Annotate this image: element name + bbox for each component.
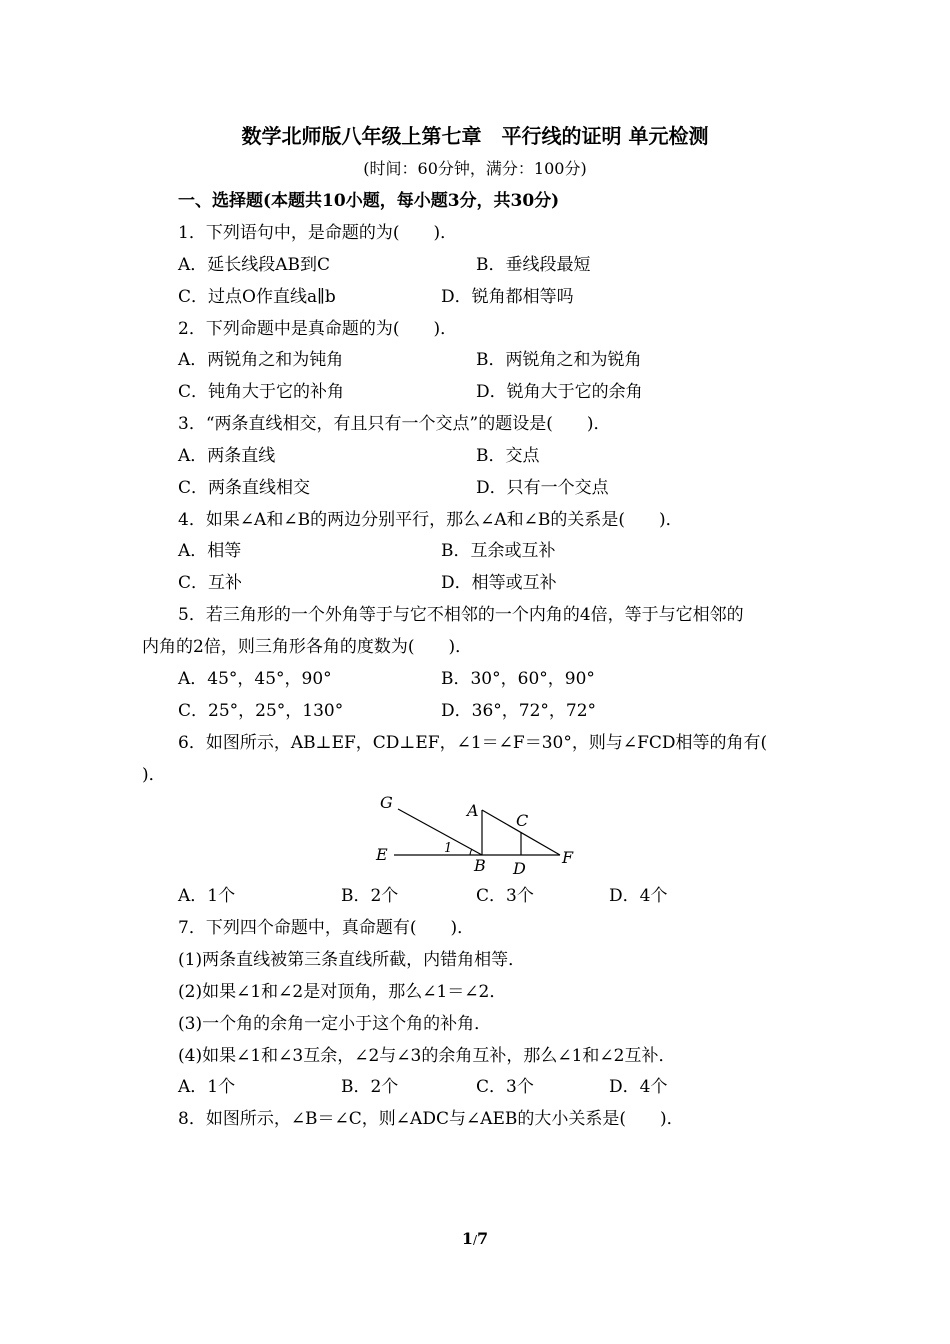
question-6-option-a: A．1个 <box>178 886 236 906</box>
question-7-statement-1: (1)两条直线被第三条直线所截，内错角相等． <box>178 950 526 970</box>
question-7-statement-2: (2)如果∠1和∠2是对顶角，那么∠1＝∠2． <box>178 982 507 1002</box>
question-7-statement-4: (4)如果∠1和∠3互余，∠2与∠3的余角互补，那么∠1和∠2互补． <box>178 1046 676 1066</box>
question-2-option-d: D．锐角大于它的余角 <box>476 382 643 402</box>
question-6-option-d: D．4个 <box>609 886 668 906</box>
question-7-option-b: B．2个 <box>341 1077 399 1097</box>
question-1-option-a: A．延长线段AB到C <box>178 255 331 275</box>
question-4-option-a: A．相等 <box>178 541 242 561</box>
question-1-option-c: C．过点O作直线a∥b <box>178 287 336 307</box>
question-4-stem: 4．如果∠A和∠B的两边分别平行，那么∠A和∠B的关系是( )． <box>178 510 683 530</box>
question-7-stem: 7．下列四个命题中，真命题有( )． <box>178 918 475 938</box>
question-5-option-d: D．36°，72°，72° <box>441 701 597 721</box>
question-2-option-c: C．钝角大于它的补角 <box>178 382 345 402</box>
question-1-option-b: B．垂线段最短 <box>476 255 591 275</box>
question-7-option-a: A．1个 <box>178 1077 236 1097</box>
question-3-option-b: B．交点 <box>476 446 540 466</box>
question-3-option-a: A．两条直线 <box>178 446 276 466</box>
question-5-option-a: A．45°，45°，90° <box>178 669 332 689</box>
question-1-stem: 1．下列语句中，是命题的为( )． <box>178 223 458 243</box>
question-3-option-c: C．两条直线相交 <box>178 478 311 498</box>
question-8-stem: 8．如图所示，∠B＝∠C，则∠ADC与∠AEB的大小关系是( )． <box>178 1109 684 1129</box>
page-separator: / <box>472 1233 478 1247</box>
question-1-option-d: D．锐角都相等吗 <box>441 287 574 307</box>
page-total: 7 <box>477 1229 489 1248</box>
question-7-statement-3: (3)一个角的余角一定小于这个角的补角． <box>178 1014 492 1034</box>
section-heading: 一、选择题(本题共10小题，每小题3分，共30分) <box>178 191 560 211</box>
question-5-stem-line2: 内角的2倍，则三角形各角的度数为( )． <box>142 637 473 657</box>
question-4-option-c: C．互补 <box>178 573 243 593</box>
question-3-stem: 3．“两条直线相交，有且只有一个交点”的题设是( )． <box>178 414 611 434</box>
question-6-stem-line1: 6．如图所示，AB⊥EF，CD⊥EF，∠1＝∠F＝30°，则与∠FCD相等的角有( <box>178 733 768 753</box>
question-2-option-b: B．两锐角之和为锐角 <box>476 350 642 370</box>
question-5-option-b: B．30°，60°，90° <box>441 669 595 689</box>
label-g: G <box>380 793 393 812</box>
question-2-stem: 2．下列命题中是真命题的为( )． <box>178 319 458 339</box>
label-d: D <box>513 859 526 878</box>
question-3-option-d: D．只有一个交点 <box>476 478 609 498</box>
question-6-figure <box>370 792 590 878</box>
question-7-option-c: C．3个 <box>476 1077 534 1097</box>
label-c: C <box>516 811 529 830</box>
question-6-option-c: C．3个 <box>476 886 534 906</box>
question-5-stem-line1: 5．若三角形的一个外角等于与它不相邻的一个内角的4倍，等于与它相邻的 <box>178 605 744 625</box>
label-a: A <box>467 801 479 820</box>
question-7-option-d: D．4个 <box>609 1077 668 1097</box>
label-angle-1: 1 <box>444 841 453 856</box>
page-title: 数学北师版八年级上第七章 平行线的证明 单元检测 <box>241 124 709 148</box>
question-6-stem-line2: )． <box>142 765 166 785</box>
label-f: F <box>562 848 574 867</box>
question-2-option-a: A．两锐角之和为钝角 <box>178 350 344 370</box>
angle-1-arc <box>470 849 472 855</box>
question-5-option-c: C．25°，25°，130° <box>178 701 344 721</box>
page-number <box>0 1228 950 1251</box>
question-4-option-d: D．相等或互补 <box>441 573 557 593</box>
label-e: E <box>376 845 388 864</box>
question-6-option-b: B．2个 <box>341 886 399 906</box>
page-current: 1 <box>461 1229 473 1248</box>
question-4-option-b: B．互余或互补 <box>441 541 556 561</box>
exam-info: (时间：60分钟，满分：100分) <box>363 159 587 178</box>
label-b: B <box>474 856 486 875</box>
